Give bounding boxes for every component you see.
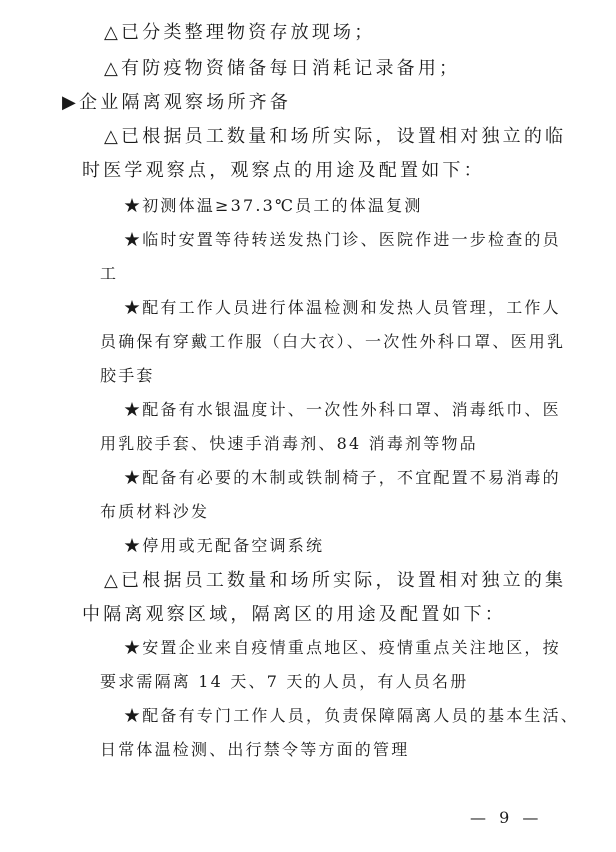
text-line: ★配备有水银温度计、一次性外科口罩、消毒纸巾、医 — [124, 400, 561, 419]
text-line: △有防疫物资储备每日消耗记录备用； — [104, 58, 461, 79]
text-line: ★配有工作人员进行体温检测和发热人员管理，工作人 — [124, 298, 561, 317]
text-line: ★初测体温≥37.3℃员工的体温复测 — [124, 196, 423, 215]
section-heading: ▶企业隔离观察场所齐备 — [62, 92, 292, 113]
text-line: 员确保有穿戴工作服（白大衣）、一次性外科口罩、医用乳 — [100, 332, 566, 351]
text-line: △已根据员工数量和场所实际，设置相对独立的临 — [104, 126, 567, 147]
text-line: 要求需隔离 14 天、7 天的人员，有人员名册 — [100, 672, 469, 691]
text-line: △已根据员工数量和场所实际，设置相对独立的集 — [104, 570, 567, 591]
text-line: ★配备有必要的木制或铁制椅子，不宜配置不易消毒的 — [124, 468, 561, 487]
text-line: 用乳胶手套、快速手消毒剂、84 消毒剂等物品 — [100, 434, 478, 453]
text-line: ★停用或无配备空调系统 — [124, 536, 325, 555]
text-line: ★配备有专门工作人员，负责保障隔离人员的基本生活、 — [124, 706, 580, 725]
text-line: 胶手套 — [100, 366, 155, 385]
text-line: ★临时安置等待转送发热门诊、医院作进一步检查的员 — [124, 230, 561, 249]
text-line: 时医学观察点，观察点的用途及配置如下： — [82, 160, 485, 181]
text-line: 布质材料沙发 — [100, 502, 210, 521]
text-line: 日常体温检测、出行禁令等方面的管理 — [100, 740, 410, 759]
text-line: △已分类整理物资存放现场； — [104, 22, 376, 43]
page-number: — 9 — — [470, 808, 543, 827]
text-line: ★安置企业来自疫情重点地区、疫情重点关注地区，按 — [124, 638, 561, 657]
text-line: 中隔离观察区域，隔离区的用途及配置如下： — [82, 604, 506, 625]
text-line: 工 — [100, 264, 119, 283]
